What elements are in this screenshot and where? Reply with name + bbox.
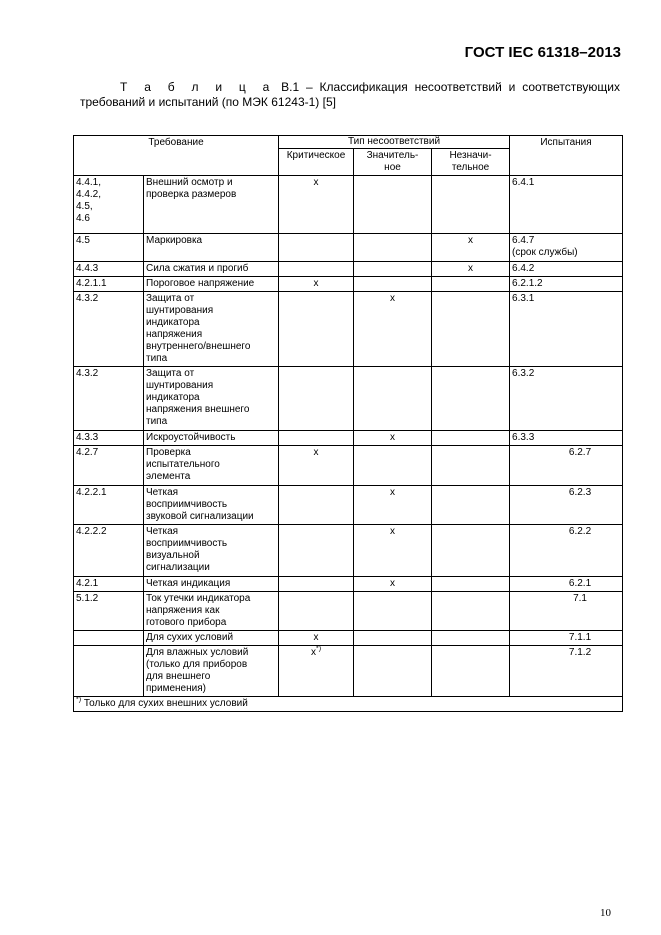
- significant-cell: x: [354, 577, 432, 592]
- insignificant-cell: [432, 577, 510, 592]
- critical-cell: [279, 446, 354, 486]
- test-cell: 6.2.1.2: [510, 277, 623, 292]
- requirement-cell: Сила сжатия и прогиб: [144, 262, 279, 277]
- test-cell: 6.2.3: [510, 486, 623, 525]
- classification-table: [73, 135, 623, 712]
- table-row: [74, 631, 623, 646]
- significant-cell: [354, 631, 432, 646]
- critical-cell: [279, 592, 354, 631]
- critical-cell: [279, 577, 354, 592]
- test-cell: 6.4.7 (срок службы): [510, 234, 623, 262]
- critical-cell: [279, 176, 354, 234]
- critical-cell: [279, 262, 354, 277]
- insignificant-cell: [432, 367, 510, 431]
- test-cell: 6.4.2: [510, 262, 623, 277]
- clause-cell: 4.4.1, 4.4.2, 4.5, 4.6: [74, 176, 144, 234]
- significant-cell: [354, 367, 432, 431]
- test-cell: 6.3.1: [510, 292, 623, 367]
- critical-mark: x: [313, 632, 319, 643]
- header-significant: Значитель- ное: [354, 149, 432, 176]
- critical-cell: [279, 486, 354, 525]
- insignificant-cell: x: [432, 262, 510, 277]
- clause-cell: 5.1.2: [74, 592, 144, 631]
- significant-cell: x: [354, 486, 432, 525]
- critical-mark: x: [310, 647, 316, 658]
- table-header-row: [74, 136, 623, 149]
- footnote-cell: [74, 697, 623, 712]
- header-critical: Критическое: [279, 149, 354, 176]
- insignificant-cell: [432, 176, 510, 234]
- table-row: [74, 446, 623, 486]
- significant-cell: [354, 176, 432, 234]
- requirement-cell: Маркировка: [144, 234, 279, 262]
- table-row: [74, 277, 623, 292]
- table-row: [74, 525, 623, 577]
- test-cell: 7.1.1: [510, 631, 623, 646]
- critical-cell: [279, 367, 354, 431]
- requirement-cell: Ток утечки индикатора напряжения как готового прибора: [144, 592, 279, 631]
- clause-cell: 4.3.2: [74, 292, 144, 367]
- table-caption: [80, 80, 620, 110]
- requirement-cell: Пороговое напряжение: [144, 277, 279, 292]
- insignificant-cell: [432, 592, 510, 631]
- insignificant-cell: [432, 486, 510, 525]
- critical-cell: [279, 525, 354, 577]
- table-caption-word: Т а б л и ц а: [120, 80, 275, 94]
- requirement-cell: Искроустойчивость: [144, 431, 279, 446]
- table-row: [74, 486, 623, 525]
- requirement-cell: Внешний осмотр и проверка размеров: [144, 176, 279, 234]
- critical-cell: [279, 431, 354, 446]
- test-cell: 7.1.2: [510, 646, 623, 697]
- test-cell: 6.2.1: [510, 577, 623, 592]
- header-tests: Испытания: [510, 136, 623, 176]
- significant-cell: [354, 592, 432, 631]
- clause-cell: 4.2.1: [74, 577, 144, 592]
- header-insignificant: Незначи- тельное: [432, 149, 510, 176]
- insignificant-cell: [432, 292, 510, 367]
- clause-cell: [74, 646, 144, 697]
- critical-footnote-mark: *): [315, 645, 322, 653]
- insignificant-cell: x: [432, 234, 510, 262]
- test-cell: 6.2.2: [510, 525, 623, 577]
- clause-cell: 4.3.2: [74, 367, 144, 431]
- significant-cell: x: [354, 292, 432, 367]
- significant-cell: [354, 646, 432, 697]
- requirement-cell: Для влажных условий (только для приборов для внешнего применения): [144, 646, 279, 697]
- insignificant-cell: [432, 631, 510, 646]
- insignificant-cell: [432, 431, 510, 446]
- requirement-cell: Четкая восприимчивость звуковой сигнализации: [144, 486, 279, 525]
- header-nonconformity-type: Тип несоответствий: [279, 136, 510, 149]
- page-number: 10: [600, 907, 611, 919]
- clause-cell: 4.2.2.1: [74, 486, 144, 525]
- critical-cell: [279, 631, 354, 646]
- footnote-mark: *): [76, 696, 82, 704]
- table-row: [74, 292, 623, 367]
- table-caption-line2: требований и испытаний (по МЭК 61243-1) [5]: [80, 95, 336, 109]
- table-row: [74, 592, 623, 631]
- footnote-row: [74, 697, 623, 712]
- significant-cell: [354, 234, 432, 262]
- table-row: [74, 234, 623, 262]
- footnote-text: Только для сухих внешних условий: [83, 698, 248, 709]
- requirement-cell: Защита от шунтирования индикатора напряжения внутреннего/внешнего типа: [144, 292, 279, 367]
- significant-cell: x: [354, 431, 432, 446]
- table-row: [74, 367, 623, 431]
- table-row: [74, 262, 623, 277]
- significant-cell: [354, 446, 432, 486]
- test-cell: 7.1: [510, 592, 623, 631]
- table-row: [74, 577, 623, 592]
- clause-cell: 4.5: [74, 234, 144, 262]
- critical-mark: x: [313, 447, 319, 458]
- test-cell: 6.2.7: [510, 446, 623, 486]
- table-row: [74, 431, 623, 446]
- clause-cell: 4.2.2.2: [74, 525, 144, 577]
- critical-cell: [279, 234, 354, 262]
- critical-mark: x: [313, 278, 319, 289]
- significant-cell: [354, 262, 432, 277]
- test-cell: 6.4.1: [510, 176, 623, 234]
- clause-cell: 4.2.1.1: [74, 277, 144, 292]
- critical-cell: [279, 646, 354, 697]
- clause-cell: 4.2.7: [74, 446, 144, 486]
- header-requirement: Требование: [74, 136, 279, 176]
- table-caption-title: В.1 – Классификация несоответствий и соответствующих: [281, 80, 620, 94]
- significant-cell: [354, 277, 432, 292]
- requirement-cell: Для сухих условий: [144, 631, 279, 646]
- insignificant-cell: [432, 277, 510, 292]
- clause-cell: 4.3.3: [74, 431, 144, 446]
- table-row: [74, 176, 623, 234]
- clause-cell: 4.4.3: [74, 262, 144, 277]
- critical-cell: [279, 292, 354, 367]
- requirement-cell: Защита от шунтирования индикатора напряжения внешнего типа: [144, 367, 279, 431]
- critical-cell: [279, 277, 354, 292]
- requirement-cell: Проверка испытательного элемента: [144, 446, 279, 486]
- insignificant-cell: [432, 646, 510, 697]
- requirement-cell: Четкая восприимчивость визуальной сигнализации: [144, 525, 279, 577]
- insignificant-cell: [432, 525, 510, 577]
- clause-cell: [74, 631, 144, 646]
- table-row: [74, 646, 623, 697]
- significant-cell: x: [354, 525, 432, 577]
- requirement-cell: Четкая индикация: [144, 577, 279, 592]
- critical-mark: x: [313, 177, 319, 188]
- test-cell: 6.3.3: [510, 431, 623, 446]
- insignificant-cell: [432, 446, 510, 486]
- document-standard-id: ГОСТ IEC 61318–2013: [464, 44, 621, 61]
- test-cell: 6.3.2: [510, 367, 623, 431]
